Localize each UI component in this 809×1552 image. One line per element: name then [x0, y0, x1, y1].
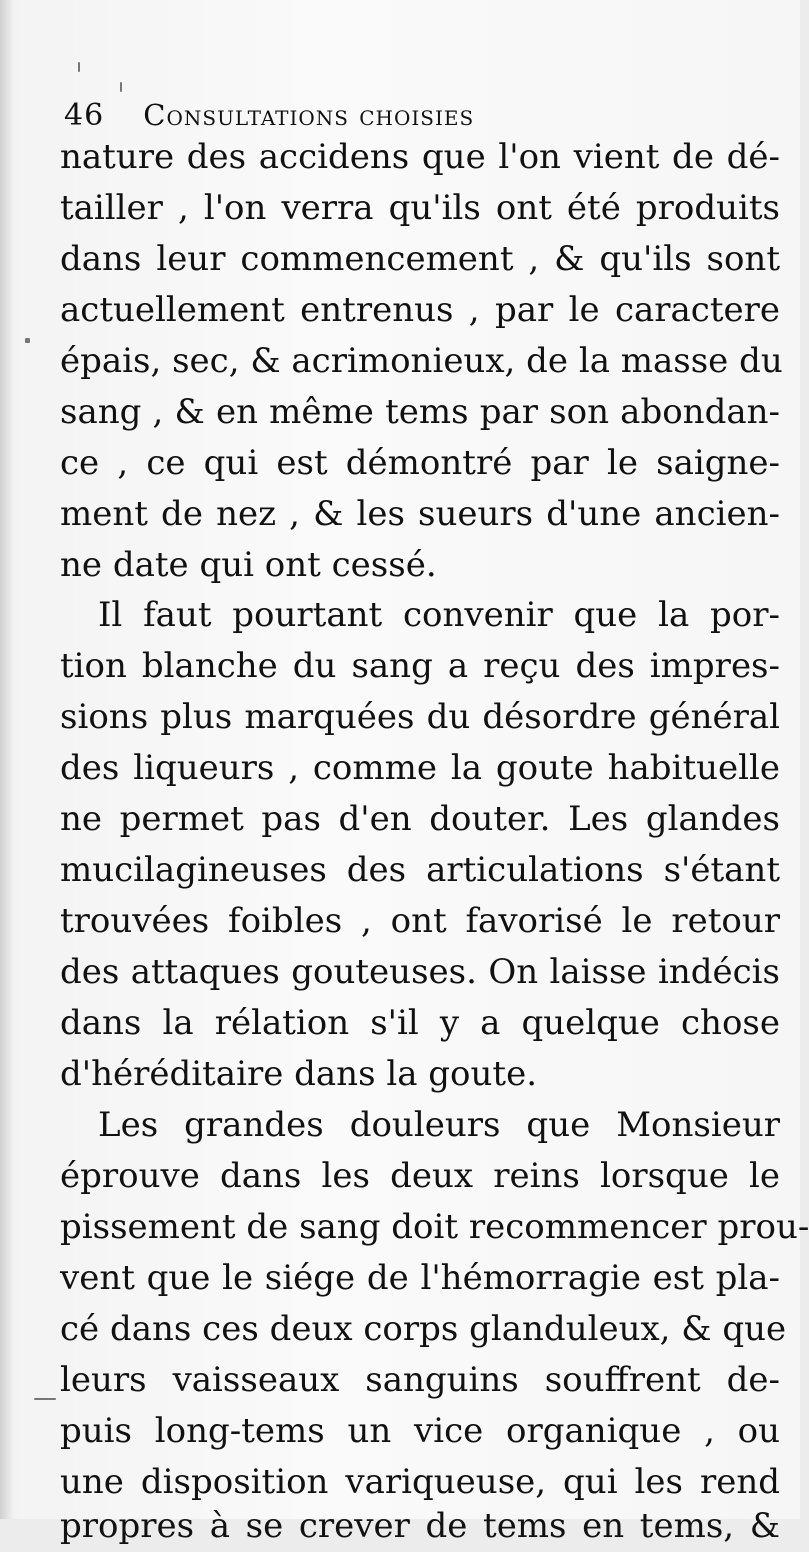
- text-line: ne permet pas d'en douter. Les glandes: [60, 799, 780, 839]
- text-line-clipped: propres à se crever de tems en tems, &: [60, 1506, 780, 1546]
- text-line: ment de nez , & les sueurs d'une ancien-: [60, 494, 780, 534]
- text-line: sang , & en même tems par son abondan-: [60, 392, 780, 432]
- text-line: actuellement entrenus , par le caractere: [60, 290, 780, 330]
- text-line: nature des accidens que l'on vient de dé-: [60, 137, 780, 177]
- ink-speck: [120, 82, 122, 92]
- text-line: leurs vaisseaux sanguins souffrent de-: [60, 1360, 780, 1400]
- text-line: tailler , l'on verra qu'ils ont été produits: [60, 188, 780, 228]
- text-line: des attaques gouteuses. On laisse indécis: [60, 952, 780, 992]
- text-line: des liqueurs , comme la goute habituelle: [60, 748, 780, 788]
- text-line: cé dans ces deux corps glanduleux, & que: [60, 1309, 787, 1349]
- text-line: tion blanche du sang a reçu des impres-: [60, 646, 780, 686]
- running-head: Consultations choisies: [143, 98, 475, 132]
- page-number: 46: [64, 98, 105, 133]
- paragraph-first-line: Les grandes douleurs que Monsieur: [98, 1105, 780, 1145]
- text-line: dans leur commencement , & qu'ils sont: [60, 239, 780, 279]
- ink-speck: [25, 338, 30, 343]
- text-line: mucilagineuses des articulations s'étant: [60, 850, 780, 890]
- page-edge-shadow: [0, 0, 14, 1519]
- text-line: ne date qui ont cessé.: [60, 545, 437, 585]
- text-line: d'héréditaire dans la goute.: [60, 1054, 537, 1094]
- text-line: épais, sec, & acrimonieux, de la masse du: [60, 341, 783, 381]
- text-line: éprouve dans les deux reins lorsque le: [60, 1156, 780, 1196]
- text-line: ce , ce qui est démontré par le saigne-: [60, 443, 780, 483]
- text-line: vent que le siége de l'hémorragie est pla-: [60, 1258, 780, 1298]
- text-line: trouvées foibles , ont favorisé le retour: [60, 901, 780, 941]
- paragraph-first-line: Il faut pourtant convenir que la por-: [98, 595, 780, 635]
- ink-speck: [34, 1398, 56, 1400]
- ink-speck: [78, 62, 80, 72]
- text-line: pissement de sang doit recommencer prou-: [60, 1207, 809, 1247]
- text-line: sions plus marquées du désordre général: [60, 697, 780, 737]
- text-line: dans la rélation s'il y a quelque chose: [60, 1003, 780, 1043]
- text-line: une disposition variqueuse, qui les rend: [60, 1462, 780, 1502]
- text-line: puis long-tems un vice organique , ou: [60, 1411, 780, 1451]
